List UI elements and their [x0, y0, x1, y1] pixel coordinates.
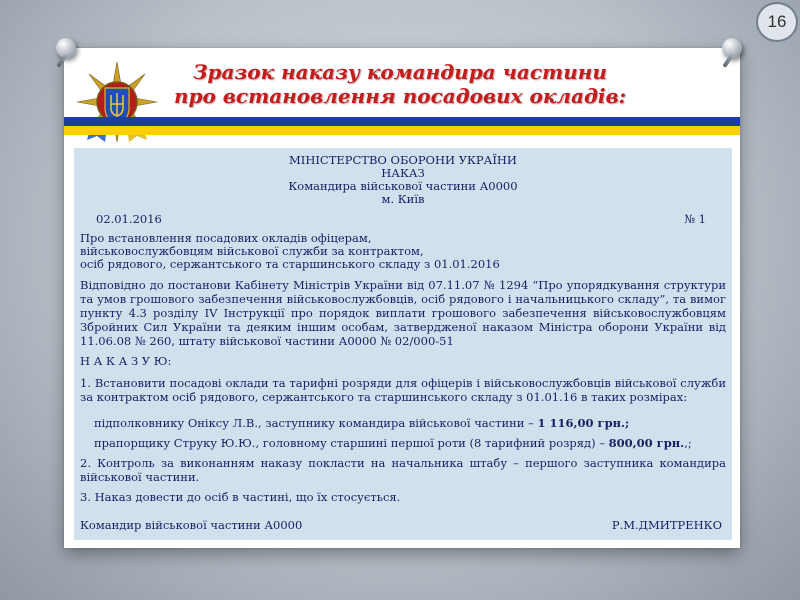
ministry-line: МІНІСТЕРСТВО ОБОРОНИ УКРАЇНИ — [289, 153, 517, 167]
order-number: № 1 — [684, 212, 706, 226]
subject-line-1: Про встановлення посадових окладів офіцерам, — [80, 231, 372, 245]
pushpin-icon-left — [56, 38, 76, 58]
pushpin-icon-right — [722, 38, 742, 58]
commander-line: Командира військової частини А0000 — [288, 179, 518, 193]
subject-line-3: осіб рядового, сержантського та старшинського складу з 01.01.2016 — [80, 257, 500, 271]
subject-line-2: військовослужбовцям військової служби за контрактом, — [80, 244, 424, 258]
item-1-paragraph: 1. Встановити посадові оклади та тарифні розряди для офіцерів і військовослужбовців військової служби за контрактом осіб рядового, сержантського та старшинського складу з 01.01.16 в таких розмірах: — [80, 376, 726, 404]
slide-title-line-2: про встановлення посадових окладів: — [173, 84, 627, 108]
date-number-row — [96, 212, 712, 226]
order-date: 02.01.2016 — [96, 212, 162, 226]
signature-position: Командир військової частини А0000 — [80, 518, 303, 532]
slide-title-line-1: Зразок наказу командира частини — [193, 60, 607, 84]
flag-stripe-blue — [64, 117, 740, 126]
order-subject — [80, 232, 680, 271]
signature-name: Р.М.ДМИТРЕНКО — [611, 518, 722, 532]
item-1-entry-a — [80, 416, 740, 430]
page-number-badge: 16 — [756, 2, 798, 42]
item-1-entry-b-text: прапорщику Струку Ю.Ю., головному старшині першої роти (8 тарифний розряд) – — [94, 436, 609, 450]
city-line: м. Київ — [381, 192, 425, 206]
slide-title — [150, 60, 650, 108]
item-2-paragraph: 2. Контроль за виконанням наказу покласти на начальника штабу – першого заступника командира військової частини. — [80, 456, 726, 484]
order-word: НАКАЗ — [381, 166, 425, 180]
flag-stripe-yellow — [64, 126, 740, 135]
order-document — [74, 148, 732, 540]
item-1-entry-a-text: підполковнику Оніксу Л.В., заступнику командира військової частини – — [94, 416, 538, 430]
item-1-entry-b-tail: ,; — [684, 436, 692, 450]
order-heading: Н А К А З У Ю: — [80, 354, 172, 368]
basis-paragraph: Відповідно до постанови Кабінету Міністрів України від 07.11.07 № 1294 “Про упорядкування структури та умов грошового забезпечення військовослужбовців, осіб рядового і начальницького складу”, та вимог пункту 4.3 розділу IV Інструкції про порядок виплати грошового забезпечення військовослужбовцям Збройних Сил України та деяким іншим особам, затвердженої наказом Міністра оборони України від 11.06.08 № 260, штату військової частини А0000 № 02/000-51 — [80, 278, 726, 348]
item-3-paragraph: 3. Наказ довести до осіб в частині, що їх стосується. — [80, 490, 401, 504]
item-1-entry-b — [80, 436, 740, 450]
item-1-entry-b-amount: 800,00 грн. — [608, 436, 685, 450]
document-header — [74, 154, 732, 206]
item-1-entry-a-amount: 1 116,00 грн.; — [537, 416, 630, 430]
